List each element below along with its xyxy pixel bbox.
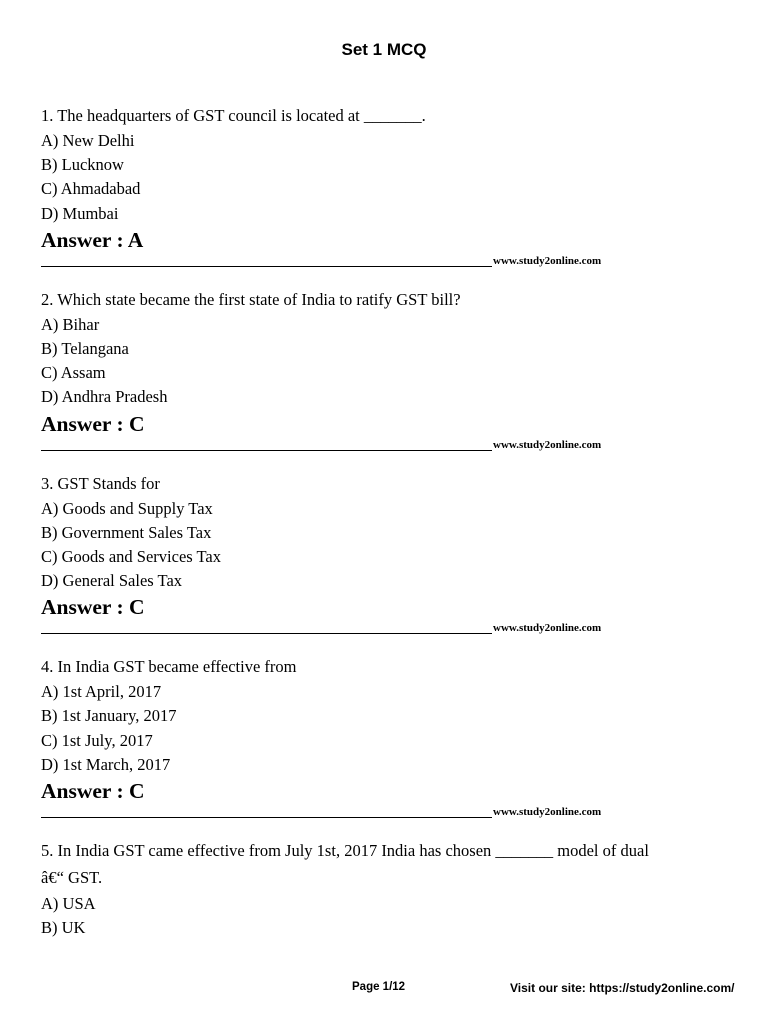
question-text: 2. Which state became the first state of India to ratify GST bill? [41,289,461,309]
mcq-list [41,104,731,940]
separator [41,438,731,472]
separator [41,805,731,839]
question-block-3 [41,472,731,656]
question-text: 5. In India GST came effective from July 1st, 2017 India has chosen _______ model of dual [41,841,649,860]
option-a: A) New Delhi [41,131,135,150]
option-a: A) Goods and Supply Tax [41,498,213,518]
option-d: D) General Sales Tax [41,571,183,591]
option-a: A) USA [41,894,96,913]
site-url: www.study2online.com [493,806,602,818]
page-number: Page 1/12 [352,981,406,993]
option-b: B) Government Sales Tax [41,522,212,542]
option-b: B) UK [41,918,86,938]
option-a: A) 1st April, 2017 [41,682,162,702]
separator [41,254,731,288]
footer-site-link[interactable]: Visit our site: https://study2online.com/ [510,981,735,995]
page-title: Set 1 MCQ [341,40,427,59]
question-text: 1. The headquarters of GST council is located at _______. [41,106,426,125]
separator-rule [41,438,492,451]
option-d: D) Mumbai [41,203,119,223]
option-b: B) Lucknow [41,155,124,175]
question-block-1 [41,104,731,288]
option-d: D) 1st March, 2017 [41,754,171,774]
separator [41,621,731,655]
question-text-continued: â€“ GST. [41,868,103,887]
question-block-2 [41,288,731,472]
option-b: B) 1st January, 2017 [41,706,177,726]
option-c: C) Goods and Services Tax [41,546,222,566]
separator-rule [41,805,492,818]
question-block-5 [41,839,731,940]
question-text: 4. In India GST became effective from [41,657,297,677]
option-a: A) Bihar [41,314,100,334]
question-text: 3. GST Stands for [41,473,160,493]
site-url: www.study2online.com [493,622,602,635]
option-d: D) Andhra Pradesh [41,387,168,407]
site-url: www.study2online.com [493,254,602,267]
option-c: C) Ahmadabad [41,179,141,199]
answer-label: Answer : A [41,227,144,252]
separator-rule [41,254,492,267]
answer-label: Answer : C [41,779,145,803]
site-url: www.study2online.com [493,438,602,451]
option-c: C) 1st July, 2017 [41,730,153,750]
option-b: B) Telangana [41,338,129,358]
answer-label: Answer : C [41,411,145,436]
answer-label: Answer : C [41,595,145,620]
option-c: C) Assam [41,363,106,383]
question-block-4 [41,655,731,839]
separator-rule [41,621,492,634]
